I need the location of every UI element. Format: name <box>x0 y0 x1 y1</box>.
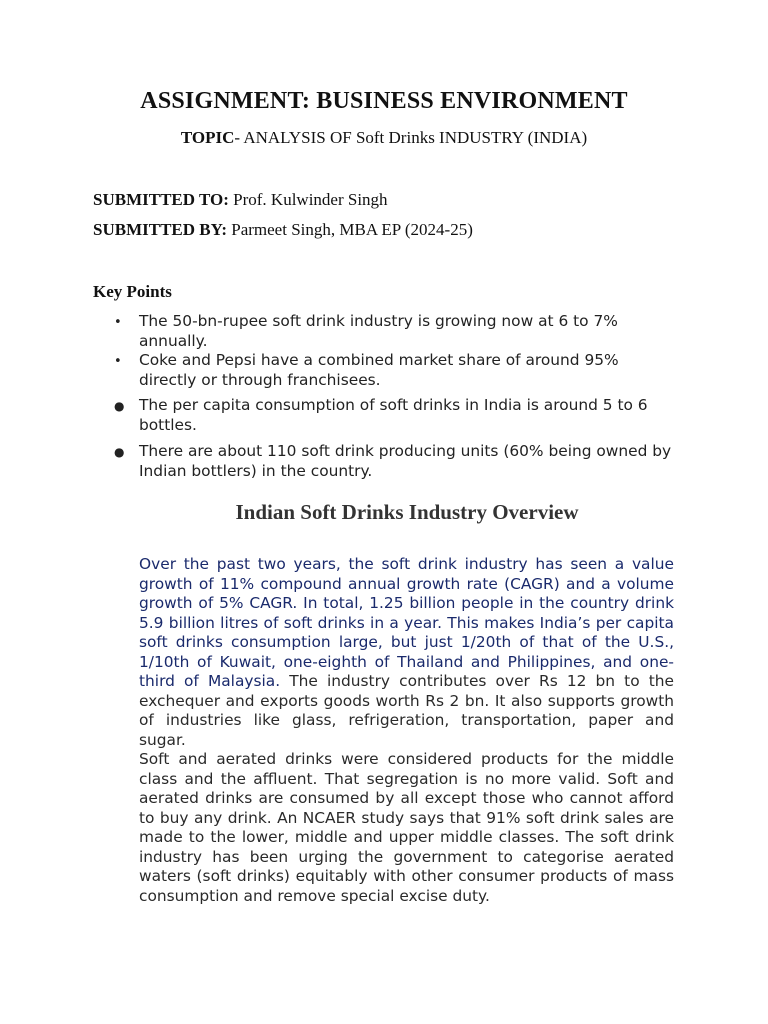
bullet-icon <box>114 312 126 333</box>
submitted-by-value: Parmeet Singh, MBA EP (2024-25) <box>227 220 473 239</box>
overview-paragraph-2: Soft and aerated drinks were considered products for the middle class and the affluent. That segregation is no more valid. Soft and aerated drinks are consumed by all except those who cannot afford to buy any drink. An NCAER study says that 91% soft drink sales are made to the lower, middle and upper middle classes. The soft drink industry has been urging the government to categorise aerated waters (soft drinks) equitably with other consumer products of mass consumption and remove special excise duty. <box>139 750 674 905</box>
bullet-icon <box>114 442 126 463</box>
document-title: ASSIGNMENT: BUSINESS ENVIRONMENT <box>140 88 628 114</box>
bullet-icon <box>114 396 126 417</box>
key-points-list <box>114 312 674 488</box>
topic-text: - ANALYSIS OF Soft Drinks INDUSTRY (INDIA) <box>234 128 588 147</box>
list-item <box>114 312 674 351</box>
list-item <box>114 396 674 435</box>
overview-rest-text: The industry contributes over Rs 12 bn to the exchequer and exports goods worth Rs 2 bn. It also supports growth of industries like glass, refrigeration, transportation, paper and sugar. <box>139 672 674 749</box>
submitted-to-label: SUBMITTED TO: <box>93 190 229 209</box>
key-point-text: The 50-bn-rupee soft drink industry is growing now at 6 to 7% annually. <box>139 312 618 350</box>
overview-paragraph-1 <box>139 555 674 750</box>
submitted-by-label: SUBMITTED BY: <box>93 220 227 239</box>
topic-line <box>0 128 768 148</box>
submitted-to-value: Prof. Kulwinder Singh <box>228 190 388 209</box>
overview-body <box>139 555 674 906</box>
overview-highlight-text: Over the past two years, the soft drink industry has seen a value growth of 11% compound annual growth rate (CAGR) and a volume growth of 5% CAGR. In total, 1.25 billion people in the country drink 5.9 billion litres of soft drinks in a year. This makes India’s per capita soft drinks consumption large, but just 1/20th of that of the U.S., 1/10th of Kuwait, one-eighth of Thailand and Philippines, and one-third of Malaysia. <box>139 555 674 690</box>
key-point-text: The per capita consumption of soft drinks in India is around 5 to 6 bottles. <box>139 396 648 434</box>
key-point-text: Coke and Pepsi have a combined market share of around 95% directly or through franchisees. <box>139 351 619 389</box>
bullet-icon <box>114 351 126 372</box>
submitted-by-line <box>93 220 473 240</box>
section-heading: Indian Soft Drinks Industry Overview <box>235 500 579 524</box>
topic-label: TOPIC <box>180 128 235 147</box>
key-points-heading: Key Points <box>93 282 172 301</box>
list-item <box>114 442 674 481</box>
submitted-to-line <box>93 190 388 210</box>
key-point-text: There are about 110 soft drink producing units (60% being owned by Indian bottlers) in the country. <box>139 442 672 480</box>
list-item <box>114 351 674 390</box>
